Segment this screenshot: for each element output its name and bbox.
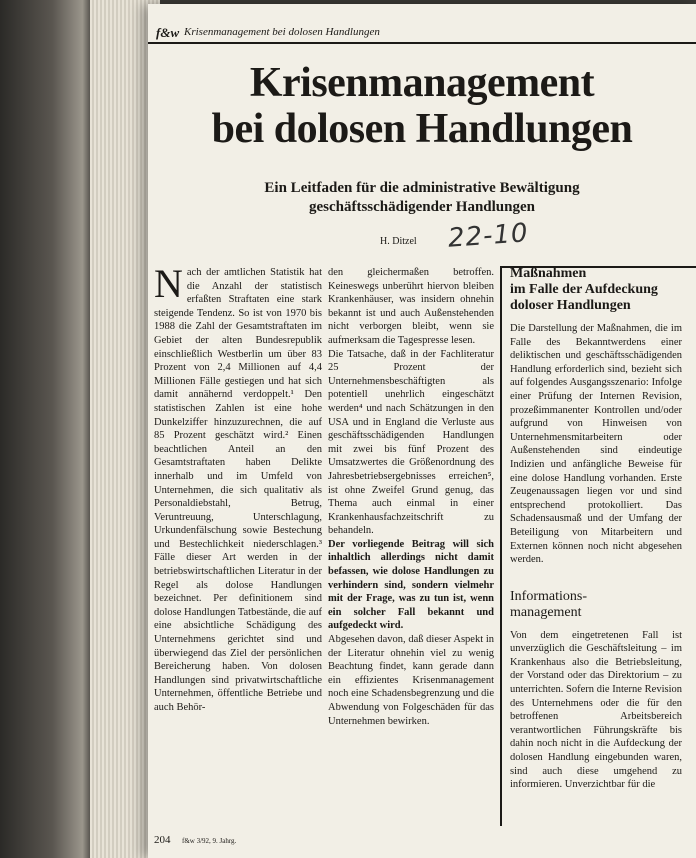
- column-2: [328, 266, 494, 816]
- section-heading-measures: [510, 266, 682, 314]
- author-name: H. Ditzel: [380, 236, 417, 247]
- column-2-paragraph-3: Abgesehen davon, daß dieser Aspekt in der Literatur ohnehin viel zu wenig Beachtung findet, kann gerade dann ein effizientes Krisenmanagement noch eine Schadensbegrenzung und die Abwendung von Folgeschäden für das Unternehmen bewirken.: [328, 634, 494, 727]
- section-heading-information-line-1: Informations-: [510, 588, 587, 604]
- column-3-paragraph-1: Die Darstellung der Maßnahmen, die im Falle des Bekanntwerdens einer deliktischen und geschäftsschädigenden Handlung erforderlich sind, bezieht sich auf folgendes Ausgangsszenario: Infolge einer Prüfung der Internen Revision, prozeßimmanenter Kontrollen und/oder aufgrund von Hinweisen von Unternehmensmitarbeitern oder Außenstehenden sind eindeutige Indizien und anfängliche Beweise für eine dolose Handlung vorhanden. Erste Zeugenaussagen liegen vor und sind entsprechend protokolliert. Das Schadensausmaß und der Umfang der Beteiligung von Mitarbeitern und Externen können noch nicht abgesehen werden.: [510, 323, 682, 566]
- journal-logo: f&w: [156, 25, 180, 40]
- section-heading-measures-line-3: doloser Handlungen: [510, 298, 631, 313]
- column-divider: [500, 266, 502, 826]
- section-heading-measures-line-2: im Falle der Aufdeckung: [510, 282, 658, 297]
- column-1-body: ach der amtlichen Statistik hat die Anzahl der statistisch erfaßten Straftaten eine stark steigende Tendenz. So ist von 1970 bis 1988 die Zahl der Gesamtstraftaten im Gebiet der alten Bundesrepublik einschließlich Westberlin um über 83 Prozent von 2,4 Millionen auf 4,4 Millionen Fälle gestiegen und hat sich damit annähernd verdoppelt.¹ Den statistischen Zahlen ist eine hohe Dunkelziffer hinzuzurechnen, die auf 85 Prozent geschätzt wird.² Einen beachtlichen Anteil an den Gesamtstraftaten haben Delikte innerhalb und im Umfeld von Unternehmen, die sich qualitativ als Personaldiebstahl, Betrug, Veruntreuung, Unterschlagung, Urkundenfälschung sowie Bestechung und Bestechlichkeit niederschlagen.³ Fälle dieser Art werden in der betriebswirtschaftlichen Literatur in der Regel als dolose Handlungen bezeichnet. Per definitionem sind dolose Handlungen Tatbestände, die auf eine absichtliche Schädigung des Unternehmens gerichtet sind und überwiegend das Ziel der persönlichen Bereicherung haben. Von dolosen Handlungen sind privatwirtschaftliche Unternehmen, öffentliche Betriebe und auch Behör-: [154, 267, 322, 713]
- footer-note: f&w 3/92, 9. Jahrg.: [182, 837, 237, 845]
- column-1-text: [154, 266, 322, 715]
- title-line-1: Krisenmanagement: [249, 60, 595, 106]
- drop-cap: N: [154, 266, 183, 306]
- section-heading-information: [510, 589, 682, 621]
- running-head-title: Krisenmanagement bei dolosen Handlungen: [184, 26, 380, 38]
- column-2-paragraph-2: Die Tatsache, daß in der Fachliteratur 25 Prozent der Unternehmensbeschäftigten als potentiell unehrlich eingeschätzt werden⁴ und nach Schätzungen in den USA und in England die Verluste aus geschäftsschädigenden Handlungen mit zwei bis fünf Prozent des Umsatzwertes die Größenordnung des Jahresbetriebsergebnisses erreichen⁵, ist ohne Zweifel Grund genug, das Thema auch einmal in einer Krankenhausfachzeitschrift zu behandeln.: [328, 348, 494, 537]
- column-3-paragraph-2: Von dem eingetretenen Fall ist unverzüglich die Geschäftsleitung – im Krankenhaus also die Betriebsleitung, der Vorstand oder das Direktorium – zu unterrichten. Sofern die Interne Revision des Unternehmens oder die für den betroffenen Arbeitsbereich verantwortlichen Führungskräfte bis dahin noch nicht in die Aufdeckung der dolosen Handlung eingebunden waren, sind auch diese umgehend zu informieren. Unverzichtbar für die: [510, 629, 682, 791]
- article-title: [148, 60, 696, 152]
- article-subtitle: [148, 179, 696, 217]
- column-2-bold-paragraph: Der vorliegende Beitrag will sich inhaltlich allerdings nicht damit befassen, wie dolose Handlungen zu verhindern sind, sondern vielmehr mit der Frage, was zu tun ist, wenn ein solcher Fall bekannt und aufgedeckt wird.: [328, 538, 494, 632]
- running-head: [148, 24, 696, 44]
- column-2-paragraph-1: den gleichermaßen betroffen. Keineswegs unberührt hiervon bleiben Krankenhäuser, was insidern ohnehin bekannt ist und auch Außenstehenden nicht verborgen bleibt, wenn sie aufmerksam die Tagespresse lesen.: [328, 267, 494, 346]
- subtitle-line-2: geschäftsschädigender Handlungen: [308, 199, 535, 215]
- section-heading-information-line-2: management: [510, 604, 582, 620]
- column-1: [154, 266, 322, 816]
- column-3: [510, 266, 682, 816]
- subtitle-line-1: Ein Leitfaden für die administrative Bewältigung: [264, 180, 580, 196]
- page-number: 204: [154, 834, 171, 846]
- handwritten-note: 22-10: [447, 218, 530, 254]
- title-line-2: bei dolosen Handlungen: [211, 106, 633, 152]
- section-heading-measures-line-1: Maßnahmen: [510, 266, 587, 281]
- document-page: [148, 4, 696, 858]
